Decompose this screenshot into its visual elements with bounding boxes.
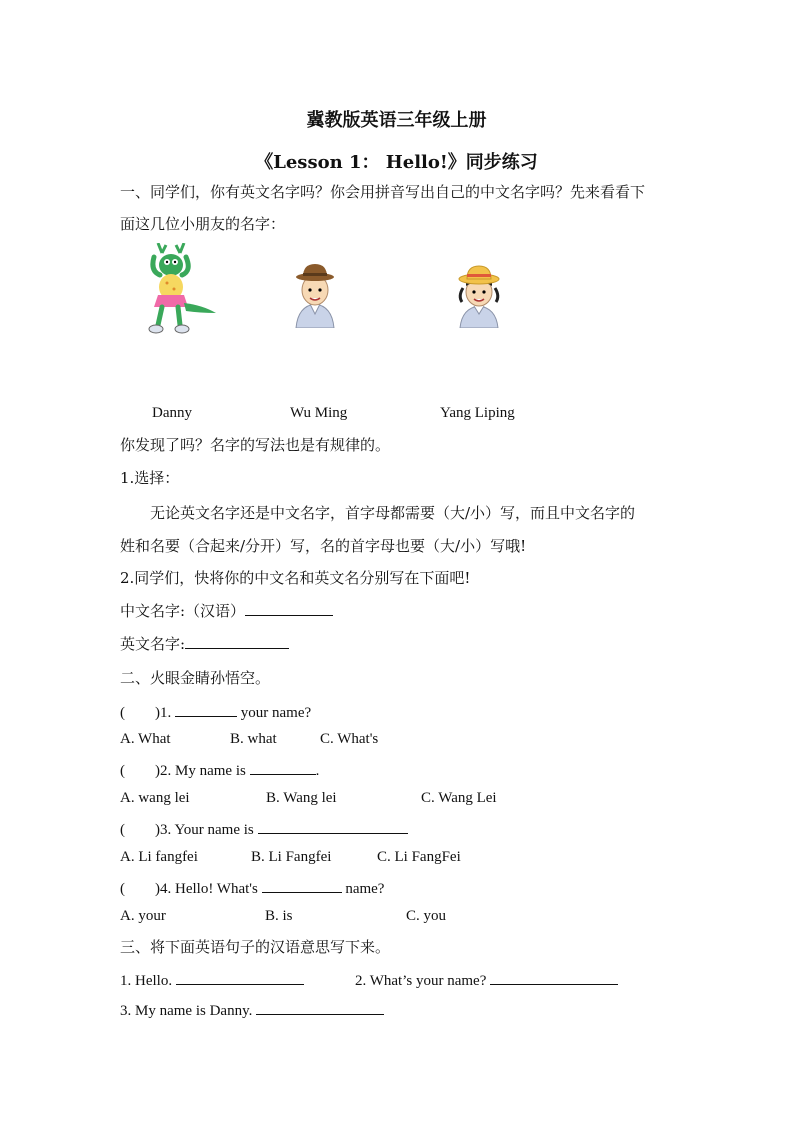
translate-blank-2[interactable] <box>490 970 618 985</box>
mc4-option-b[interactable]: B. is <box>265 908 293 924</box>
answer-paren[interactable]: ( ) <box>120 881 160 897</box>
mc2-option-c[interactable]: C. Wang Lei <box>421 790 497 806</box>
mc-question-2: ( )2. My name is . <box>120 760 319 780</box>
name-yang-liping: Yang Liping <box>440 405 515 421</box>
q1-text-line2: 姓和名要（合起来/分开）写，名的首字母也要（大/小）写哦! <box>120 537 527 555</box>
danny-picture <box>140 243 220 335</box>
page-title: 冀教版英语三年级上册 <box>306 110 487 131</box>
english-name-blank[interactable] <box>185 634 289 649</box>
english-name-row <box>120 633 289 654</box>
mc1-option-c[interactable]: C. What's <box>320 731 379 747</box>
mc-question-3: ( )3. Your name is <box>120 819 408 839</box>
wu-ming-picture <box>290 260 340 328</box>
chinese-name-blank[interactable] <box>245 601 333 616</box>
mc1-option-a[interactable]: A. What <box>120 731 171 747</box>
mc1-option-b[interactable]: B. what <box>230 731 277 747</box>
translate-blank-1[interactable] <box>176 970 304 985</box>
chinese-name-label: 中文名字:（汉语） <box>120 602 246 620</box>
section3-heading: 三、将下面英语句子的汉语意思写下来。 <box>120 938 391 956</box>
q1-label: 1.选择： <box>120 469 180 487</box>
mc-question-1: ( )1. your name? <box>120 702 311 722</box>
english-name-label: 英文名字: <box>120 635 186 653</box>
answer-paren[interactable]: ( ) <box>120 705 160 721</box>
yang-liping-picture <box>454 262 504 328</box>
page-subtitle: 《Lesson 1： Hello!》同步练习 <box>255 152 538 173</box>
fill-blank[interactable] <box>175 702 237 717</box>
q2-label: 2.同学们，快将你的中文名和英文名分别写在下面吧! <box>120 569 471 587</box>
mc2-option-a[interactable]: A. wang lei <box>120 790 190 806</box>
fill-blank[interactable] <box>258 819 408 834</box>
chinese-name-row <box>120 600 333 621</box>
mc3-option-c[interactable]: C. Li FangFei <box>377 849 461 865</box>
mc2-option-b[interactable]: B. Wang lei <box>266 790 337 806</box>
mc3-option-a[interactable]: A. Li fangfei <box>120 849 198 865</box>
translate-item-2: 2. What’s your name? <box>355 970 618 990</box>
section1-intro-line2: 面这几位小朋友的名字： <box>120 215 286 233</box>
section2-heading: 二、火眼金睛孙悟空。 <box>120 669 271 687</box>
fill-blank[interactable] <box>262 878 342 893</box>
mc4-option-c[interactable]: C. you <box>406 908 447 924</box>
mc4-option-a[interactable]: A. your <box>120 908 166 924</box>
mc-question-4: ( )4. Hello! What's name? <box>120 878 384 898</box>
discovery-text: 你发现了吗？名字的写法也是有规律的。 <box>120 436 391 454</box>
answer-paren[interactable]: ( ) <box>120 763 160 779</box>
translate-blank-3[interactable] <box>256 1000 384 1015</box>
section1-intro-line1: 一、同学们，你有英文名字吗？你会用拼音写出自己的中文名字吗？先来看看下 <box>120 183 646 201</box>
translate-item-1: 1. Hello. <box>120 970 304 990</box>
name-wu-ming: Wu Ming <box>290 405 348 421</box>
translate-item-3: 3. My name is Danny. <box>120 1000 384 1020</box>
fill-blank[interactable] <box>250 760 316 775</box>
name-danny: Danny <box>152 405 192 421</box>
answer-paren[interactable]: ( ) <box>120 822 160 838</box>
mc3-option-b[interactable]: B. Li Fangfei <box>251 849 332 865</box>
q1-text-line1: 无论英文名字还是中文名字，首字母都需要（大/小）写，而且中文名字的 <box>150 504 636 522</box>
